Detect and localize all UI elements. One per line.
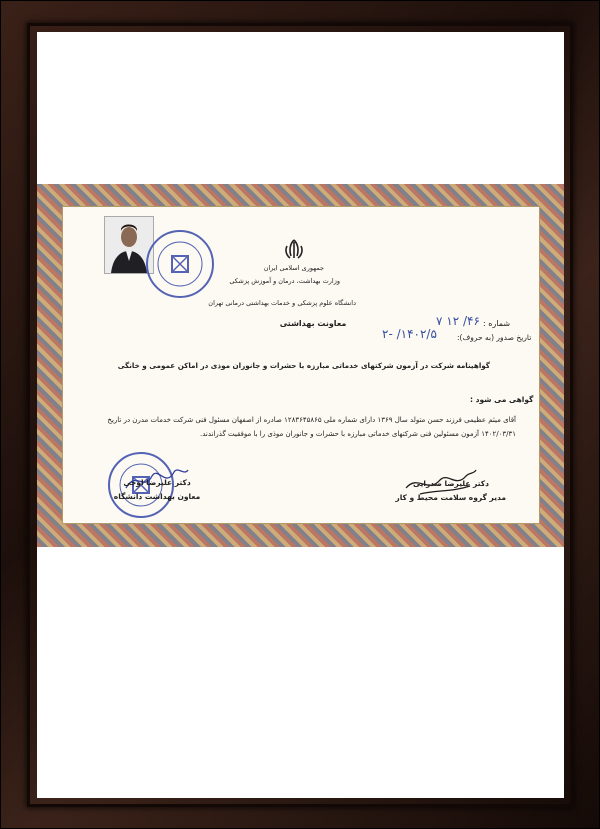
- emblem-line-3: دانشگاه علوم پزشکی و خدمات بهداشتی درمانی تهران: [208, 299, 356, 307]
- signer-left-name: دکتر علیرضا اوجی: [123, 478, 191, 487]
- body-line-1: آقای میثم عظیمی فرزند حسن متولد سال ۱۳۶۹ دارای شماره ملی ۱۲۸۳۶۴۵۸۶۵ صادره از اصفهان مسئول فنی شرکت خدمات مدرن در تاریخ: [107, 416, 516, 424]
- body-line-2: ۱۴۰۲/۰۳/۳۱ آزمون مسئولین فنی شرکتهای خدماتی مبارزه با حشرات و جانوران موذی را با موفقیت گذراندند.: [199, 430, 516, 438]
- stamp-seal-icon: [148, 232, 212, 296]
- certify-phrase: گواهی می شود :: [470, 395, 534, 404]
- department-name: معاونت بهداشتی: [279, 319, 347, 328]
- mat-paper: [37, 32, 564, 798]
- number-label: شماره :: [483, 319, 511, 328]
- official-stamp-top: [146, 230, 214, 298]
- number-value: ۴۶/ ۱۲ ۷: [436, 314, 480, 328]
- emblem-line-1: جمهوری اسلامی ایران: [263, 264, 324, 272]
- date-value: ۱۴۰۲/۵/ -۲: [382, 327, 437, 341]
- signer-right-title: مدیر گروه سلامت محیط و کار: [395, 493, 506, 502]
- iran-emblem-icon: [281, 238, 307, 262]
- date-label: تاریخ صدور (به حروف):: [457, 333, 532, 342]
- signer-left-title: معاون بهداشت دانشگاه: [113, 492, 201, 501]
- emblem-line-2: وزارت بهداشت، درمان و آموزش پزشکی: [229, 277, 340, 285]
- signer-right-name: دکتر علیرضا صدرایی: [412, 479, 489, 488]
- certificate-title: گواهینامه شرکت در آزمون شرکتهای خدماتی مبارزه با حشرات و جانوران موذی در اماکن عمومی و خانگی: [117, 361, 490, 370]
